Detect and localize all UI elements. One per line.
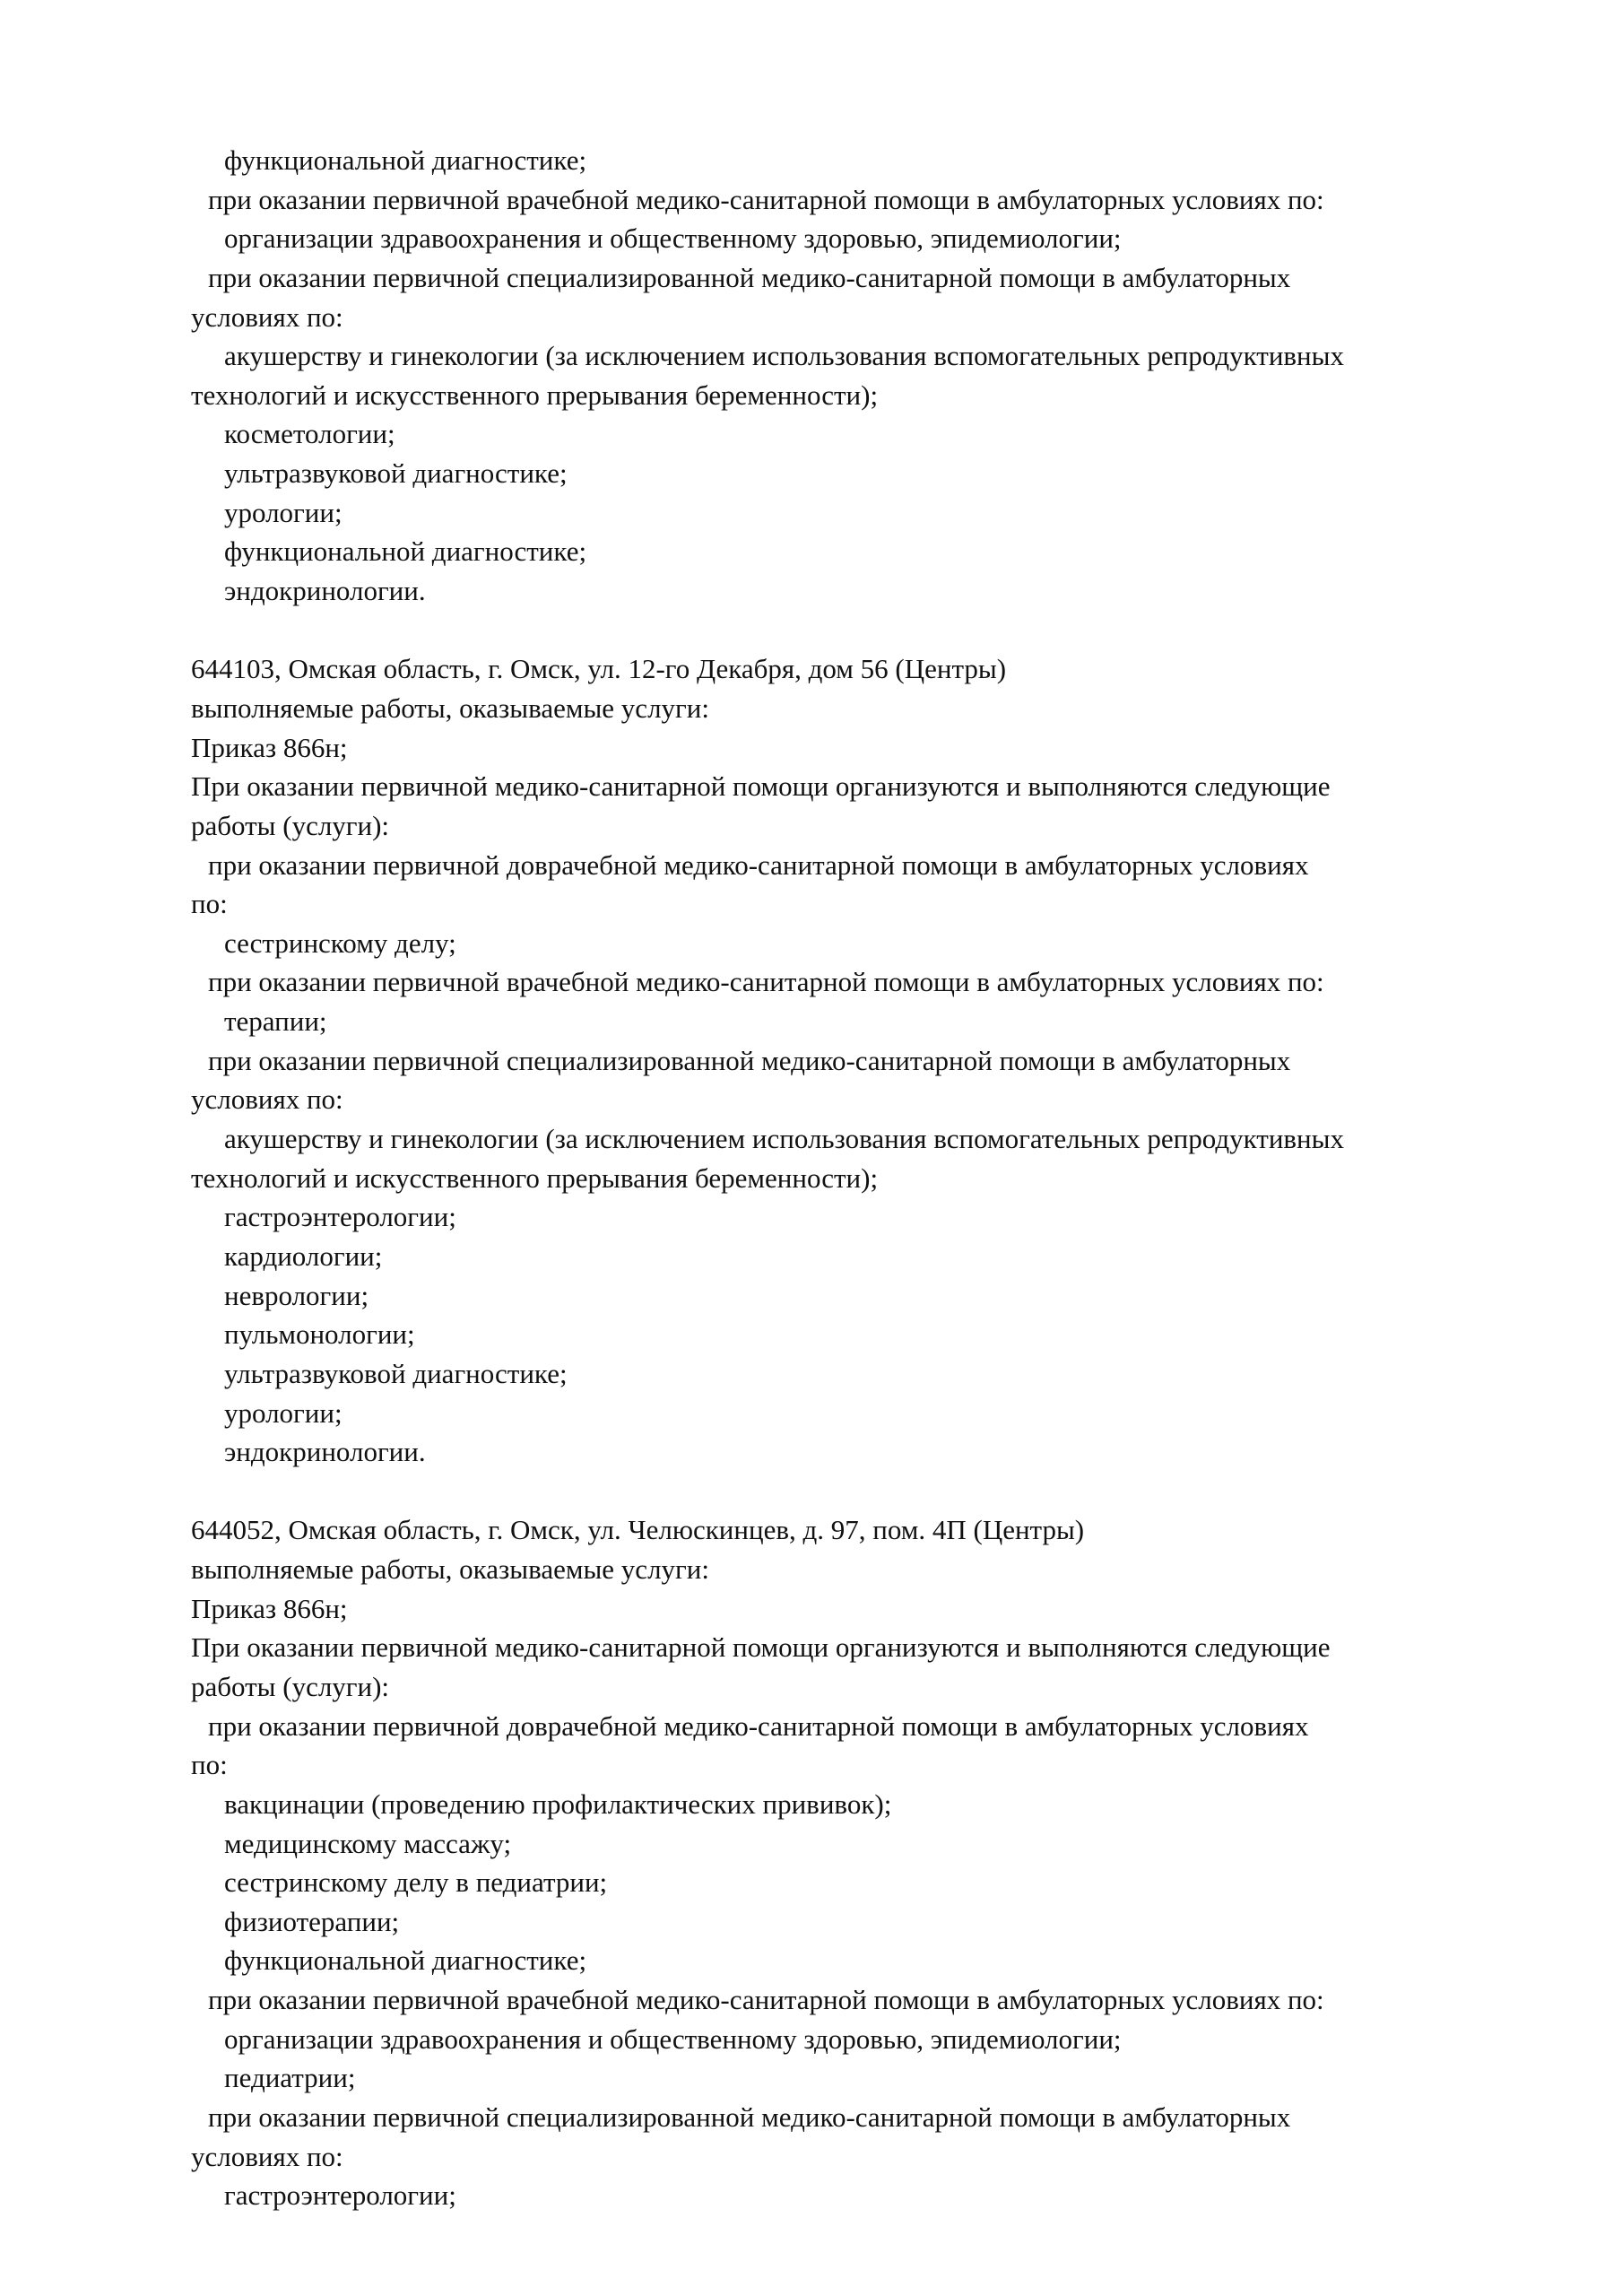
text-line: по: xyxy=(191,1749,228,1781)
text-line: по: xyxy=(191,888,228,920)
address-section xyxy=(191,1510,1536,2215)
text-line: технологий и искусственного прерывания беременности); xyxy=(191,378,879,411)
service-item: гастроэнтерологии; xyxy=(224,1201,456,1233)
service-item: функциональной диагностике; xyxy=(224,1944,587,1977)
section-spacer xyxy=(191,611,1536,650)
text-line: условиях по: xyxy=(191,300,343,333)
care-type-heading: при оказании первичной доврачебной медико-санитарной помощи в амбулаторных условиях xyxy=(208,848,1309,881)
care-type-heading: при оказании первичной специализированной медико-санитарной помощи в амбулаторных xyxy=(208,1044,1291,1076)
service-item: урологии; xyxy=(224,1396,343,1429)
text-line: При оказании первичной медико-санитарной помощи организуются и выполняются следующие xyxy=(191,1631,1331,1664)
service-item: ультразвуковой диагностике; xyxy=(224,457,568,490)
text-line: Приказ 866н; xyxy=(191,1592,348,1624)
service-item: организации здравоохранения и общественному здоровью, эпидемиологии; xyxy=(224,2022,1122,2055)
document-page xyxy=(191,141,1536,2215)
service-item: функциональной диагностике; xyxy=(224,144,587,176)
text-line: выполняемые работы, оказываемые услуги: xyxy=(191,1553,709,1586)
service-item: сестринскому делу; xyxy=(224,926,456,959)
care-type-heading: при оказании первичной специализированной медико-санитарной помощи в амбулаторных xyxy=(208,2101,1291,2134)
service-item: педиатрии; xyxy=(224,2062,356,2094)
service-item: акушерству и гинекологии (за исключением использования вспомогательных репродуктивных xyxy=(224,340,1344,372)
address-section xyxy=(191,649,1536,1471)
service-item: ультразвуковой диагностике; xyxy=(224,1357,568,1389)
care-type-heading: при оказании первичной специализированной медико-санитарной помощи в амбулаторных xyxy=(208,261,1291,293)
text-line: При оказании первичной медико-санитарной помощи организуются и выполняются следующие xyxy=(191,770,1331,803)
service-item: кардиологии; xyxy=(224,1239,383,1272)
service-item: вакцинации (проведению профилактических прививок); xyxy=(224,1787,892,1820)
address-line: 644052, Омская область, г. Омск, ул. Челюскинцев, д. 97, пом. 4П (Центры) xyxy=(191,1514,1085,1546)
service-item: гастроэнтерологии; xyxy=(224,2179,456,2212)
care-type-heading: при оказании первичной врачебной медико-санитарной помощи в амбулаторных условиях по: xyxy=(208,183,1324,215)
service-item: пульмонологии; xyxy=(224,1318,415,1351)
text-line: Приказ 866н; xyxy=(191,731,348,763)
care-type-heading: при оказании первичной врачебной медико-санитарной помощи в амбулаторных условиях по: xyxy=(208,966,1324,998)
text-line: условиях по: xyxy=(191,1083,343,1116)
service-item: терапии; xyxy=(224,1005,327,1038)
address-line: 644103, Омская область, г. Омск, ул. 12-го Декабря, дом 56 (Центры) xyxy=(191,653,1007,685)
service-item: медицинскому массажу; xyxy=(224,1827,512,1859)
text-line: условиях по: xyxy=(191,2140,343,2172)
text-line: технологий и искусственного прерывания беременности); xyxy=(191,1161,879,1194)
section-spacer xyxy=(191,1472,1536,1511)
care-type-heading: при оказании первичной доврачебной медико-санитарной помощи в амбулаторных условиях xyxy=(208,1709,1309,1742)
service-item: эндокринологии. xyxy=(224,1436,426,1468)
text-line: работы (услуги): xyxy=(191,809,390,841)
service-item: сестринскому делу в педиатрии; xyxy=(224,1866,608,1899)
section-continued xyxy=(191,141,1536,611)
text-line: выполняемые работы, оказываемые услуги: xyxy=(191,691,709,724)
service-item: урологии; xyxy=(224,496,343,528)
text-line: работы (услуги): xyxy=(191,1670,390,1702)
service-item: неврологии; xyxy=(224,1279,369,1311)
service-item: организации здравоохранения и общественному здоровью, эпидемиологии; xyxy=(224,222,1122,255)
service-item: эндокринологии. xyxy=(224,575,426,607)
care-type-heading: при оказании первичной врачебной медико-санитарной помощи в амбулаторных условиях по: xyxy=(208,1984,1324,2016)
service-item: физиотерапии; xyxy=(224,1905,400,1937)
service-item: косметологии; xyxy=(224,418,395,450)
service-item: функциональной диагностике; xyxy=(224,535,587,568)
service-item: акушерству и гинекологии (за исключением использования вспомогательных репродуктивных xyxy=(224,1123,1344,1155)
